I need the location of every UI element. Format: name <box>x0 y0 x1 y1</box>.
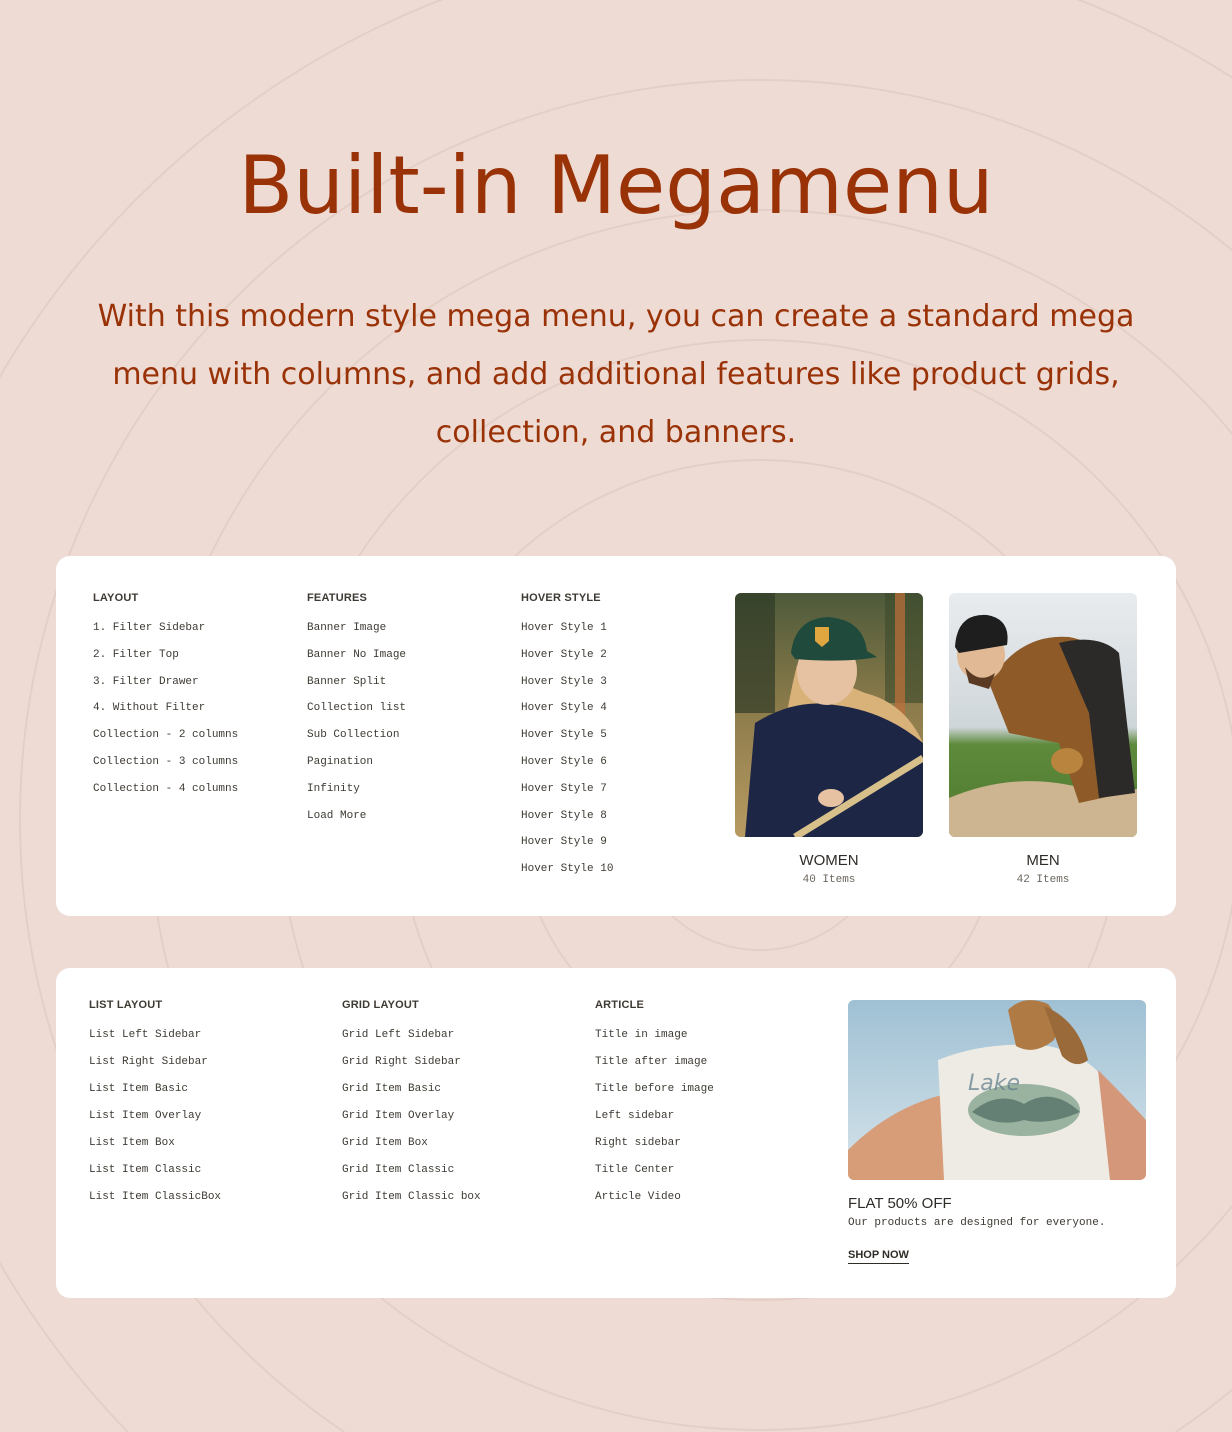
megamenu-shop-panel <box>56 556 1176 916</box>
column-heading: GRID LAYOUT <box>342 999 419 1011</box>
menu-link[interactable]: Title in image <box>595 1029 688 1041</box>
menu-link[interactable]: Infinity <box>307 782 360 795</box>
menu-link[interactable]: Grid Right Sidebar <box>342 1056 461 1068</box>
promo-banner <box>848 1000 1146 1264</box>
menu-link[interactable]: Grid Item Overlay <box>342 1110 455 1122</box>
column-heading: FEATURES <box>307 592 368 604</box>
hero-description: With this modern style mega menu, you can create a standard mega menu with columns, and add additional features like product grids, collection, and banners. <box>97 299 1135 450</box>
column-heading: LAYOUT <box>93 592 139 604</box>
menu-link[interactable]: Grid Item Classic box <box>342 1191 481 1203</box>
category-name[interactable]: WOMEN <box>799 852 859 869</box>
menu-link[interactable]: Collection - 3 columns <box>93 755 239 768</box>
menu-link[interactable]: List Item Box <box>89 1137 175 1149</box>
menu-link[interactable]: Hover Style 5 <box>521 729 607 742</box>
menu-link[interactable]: Hover Style 2 <box>521 648 607 661</box>
menu-column-hover-style <box>521 591 613 890</box>
man-photo-icon[interactable] <box>949 593 1137 837</box>
menu-link[interactable]: Pagination <box>307 755 374 768</box>
menu-column-layout <box>93 591 238 810</box>
menu-link[interactable]: Banner Image <box>307 622 387 634</box>
column-heading: LIST LAYOUT <box>89 999 163 1011</box>
category-name[interactable]: MEN <box>1026 852 1060 869</box>
menu-link[interactable]: Hover Style 9 <box>521 836 607 849</box>
menu-link[interactable]: Title before image <box>595 1083 714 1095</box>
menu-link[interactable]: Hover Style 10 <box>521 863 614 876</box>
menu-link[interactable]: Hover Style 4 <box>521 702 607 715</box>
category-tile-men[interactable] <box>949 593 1137 886</box>
menu-link[interactable]: Grid Item Box <box>342 1137 428 1149</box>
menu-link[interactable]: Right sidebar <box>595 1137 681 1149</box>
menu-column-grid-layout <box>342 998 481 1218</box>
menu-link[interactable]: Grid Item Basic <box>342 1083 442 1095</box>
menu-link[interactable]: Collection - 2 columns <box>93 729 239 742</box>
menu-link[interactable]: List Right Sidebar <box>89 1056 208 1068</box>
menu-link[interactable]: Hover Style 3 <box>521 675 607 688</box>
category-count: 40 Items <box>802 874 856 886</box>
menu-link[interactable]: Grid Left Sidebar <box>342 1029 455 1041</box>
megamenu-blog-panel <box>56 968 1176 1298</box>
shop-now-link[interactable]: SHOP NOW <box>848 1249 909 1264</box>
menu-link[interactable]: Collection - 4 columns <box>93 782 239 795</box>
menu-link[interactable]: Hover Style 8 <box>521 809 607 822</box>
menu-link[interactable]: 4. Without Filter <box>93 702 206 715</box>
menu-link[interactable]: Left sidebar <box>595 1110 675 1122</box>
menu-link[interactable]: Load More <box>307 809 367 822</box>
menu-link[interactable]: Title Center <box>595 1164 675 1176</box>
menu-column-list-layout <box>89 998 221 1218</box>
menu-link[interactable]: 3. Filter Drawer <box>93 675 199 688</box>
menu-column-article <box>595 998 714 1218</box>
promo-subtitle: Our products are designed for everyone. <box>848 1217 1106 1229</box>
column-heading: HOVER STYLE <box>521 592 601 604</box>
menu-link[interactable]: Hover Style 1 <box>521 622 607 634</box>
menu-link[interactable]: List Item ClassicBox <box>89 1191 222 1203</box>
column-heading: ARTICLE <box>595 999 645 1011</box>
category-tile-women[interactable] <box>735 593 923 886</box>
page-title: Built-in Megamenu <box>238 139 994 232</box>
menu-link[interactable]: Grid Item Classic <box>342 1164 455 1176</box>
menu-link[interactable]: List Left Sidebar <box>89 1029 202 1041</box>
menu-link[interactable]: 1. Filter Sidebar <box>93 622 206 634</box>
menu-link[interactable]: Title after image <box>595 1056 708 1068</box>
menu-link[interactable]: 2. Filter Top <box>93 648 179 661</box>
menu-link[interactable]: Collection list <box>307 702 407 715</box>
menu-link[interactable]: List Item Classic <box>89 1164 202 1176</box>
category-count: 42 Items <box>1016 874 1070 886</box>
menu-column-features <box>307 591 406 836</box>
menu-link[interactable]: Hover Style 7 <box>521 782 607 795</box>
menu-link[interactable]: Sub Collection <box>307 729 400 742</box>
woman-photo-icon[interactable] <box>735 593 923 837</box>
tshirt-photo-icon[interactable] <box>848 1000 1146 1180</box>
menu-link[interactable]: Banner Split <box>307 675 387 688</box>
menu-link[interactable]: Banner No Image <box>307 648 407 661</box>
menu-link[interactable]: List Item Overlay <box>89 1110 202 1122</box>
menu-link[interactable]: List Item Basic <box>89 1083 189 1095</box>
promo-title: FLAT 50% OFF <box>848 1195 952 1212</box>
menu-link[interactable]: Article Video <box>595 1191 681 1203</box>
menu-link[interactable]: Hover Style 6 <box>521 755 607 768</box>
svg-text:Lake: Lake <box>968 1071 1021 1096</box>
